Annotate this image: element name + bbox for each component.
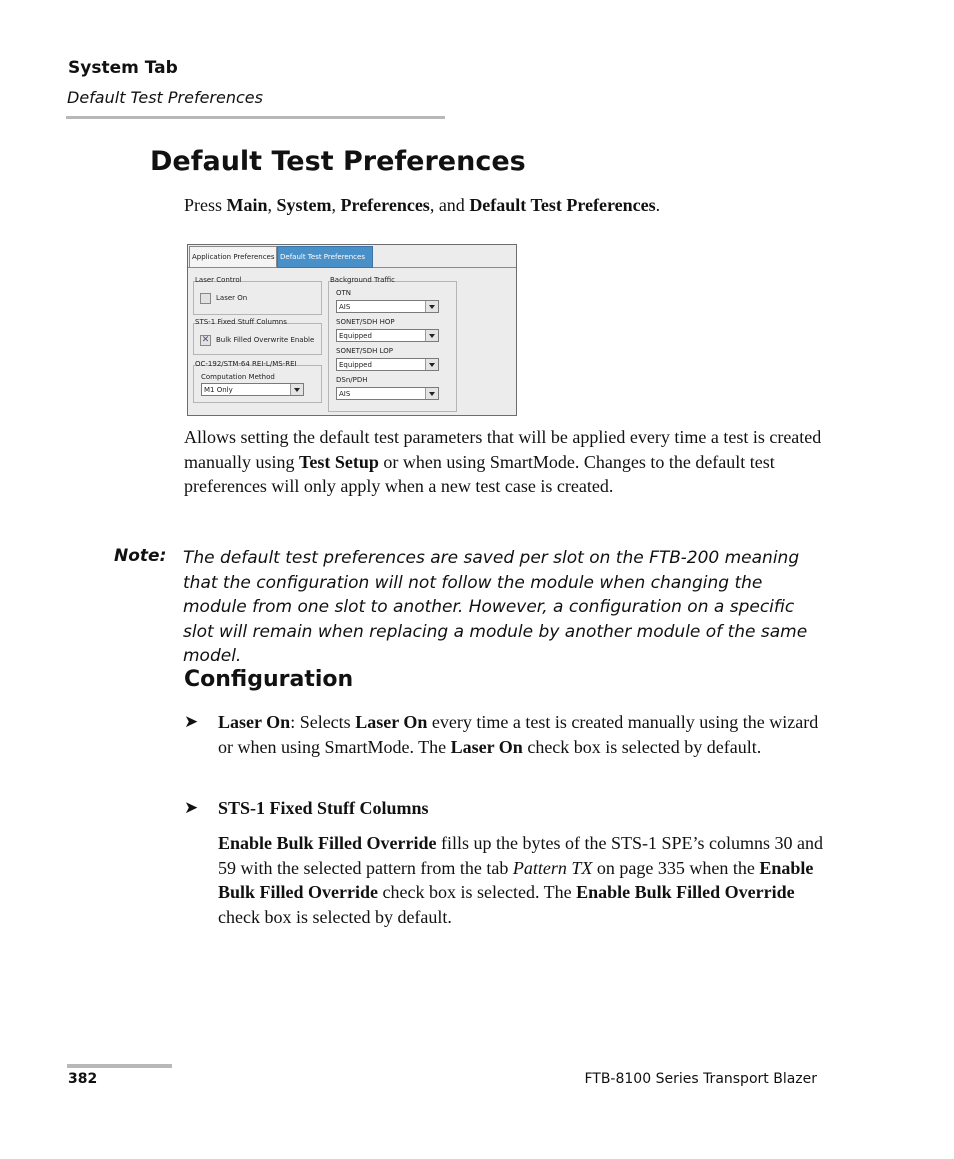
bullet-text: every time a test is created manually using the wizard or when using SmartMode. The <box>218 712 819 757</box>
computation-method-label: Computation Method <box>201 373 275 381</box>
chevron-down-icon[interactable] <box>425 359 438 370</box>
tab-application-preferences[interactable]: Application Preferences <box>189 246 277 268</box>
description-text: Allows setting the default test parameters that will be applied every time a test is created manually using <box>184 427 822 472</box>
laser-on-label: Laser On <box>216 294 248 302</box>
intro-text: , and <box>429 195 470 215</box>
configuration-heading: Configuration <box>184 667 354 692</box>
intro-text: Press <box>184 195 227 215</box>
sonet-lop-select[interactable] <box>336 358 439 371</box>
paragraph-text: on page 335 when the <box>592 857 760 878</box>
computation-method-select[interactable] <box>201 383 304 396</box>
laser-control-label: Laser Control <box>195 276 242 284</box>
pattern-tx-link[interactable]: Pattern TX <box>512 857 593 878</box>
otn-value: AIS <box>339 303 351 311</box>
intro-default-test-preferences: Default Test Preferences <box>469 195 656 215</box>
sonet-hop-select[interactable] <box>336 329 439 342</box>
override-term: Enable Bulk Filled Override <box>218 833 437 853</box>
override-term: Enable Bulk Filled Override <box>576 882 795 903</box>
description-text: or when using SmartMode. Changes to the default test preferences will only apply when a new test case is created. <box>184 451 775 497</box>
page-title: Default Test Preferences <box>150 146 526 177</box>
arrow-bullet-icon: ➤ <box>184 712 199 731</box>
bulk-filled-checkbox[interactable]: ✕ <box>201 335 210 345</box>
intro-system: System <box>276 195 332 215</box>
note-label: Note: <box>114 546 167 566</box>
chevron-down-icon[interactable] <box>425 388 438 399</box>
override-term: Enable Bulk Filled Override <box>218 857 814 903</box>
preferences-screenshot <box>187 244 517 416</box>
computation-method-value: M1 Only <box>204 386 233 394</box>
paragraph-text: check box is selected by default. <box>218 906 452 927</box>
running-header-subsection: Default Test Preferences <box>67 88 263 107</box>
description-test-setup: Test Setup <box>299 451 379 472</box>
header-rule <box>66 116 445 119</box>
otn-label: OTN <box>336 289 352 297</box>
bulk-filled-label: Bulk Filled Overwrite Enable <box>216 336 315 344</box>
laser-on-term: Laser On <box>450 736 523 757</box>
chevron-down-icon[interactable] <box>290 384 303 395</box>
dsn-pdh-value: AIS <box>339 390 351 398</box>
description-paragraph <box>184 425 824 499</box>
footer-rule <box>67 1064 172 1068</box>
intro-preferences: Preferences <box>340 195 430 215</box>
sts1-paragraph <box>218 831 823 929</box>
bullet-text: check box is selected by default. <box>522 736 762 757</box>
chevron-down-icon[interactable] <box>425 301 438 312</box>
oc192-label: OC-192/STM-64 REI-L/MS-REI <box>195 360 297 368</box>
intro-text: , <box>267 195 277 215</box>
otn-select[interactable] <box>336 300 439 313</box>
dsn-pdh-label: DSn/PDH <box>336 376 368 384</box>
tab-default-test-preferences[interactable]: Default Test Preferences <box>277 246 373 268</box>
bullet-sts1-term <box>218 796 429 821</box>
sonet-hop-label: SONET/SDH HOP <box>336 318 395 326</box>
sonet-hop-value: Equipped <box>339 332 372 340</box>
laser-on-term: Laser On <box>355 712 428 732</box>
sonet-lop-value: Equipped <box>339 361 372 369</box>
arrow-bullet-icon: ➤ <box>184 798 199 817</box>
bullet-laser-on <box>218 710 823 759</box>
intro-main: Main <box>226 195 268 215</box>
note-text: The default test preferences are saved per slot on the FTB-200 meaning that the configuration will not follow the module when changing the module from one slot to another. However, a configuration on a specific slot will remain when replacing a module by another module of the same model. <box>183 548 808 667</box>
page-number: 382 <box>68 1071 98 1087</box>
intro-text: . <box>655 195 661 215</box>
laser-control-group <box>193 281 322 315</box>
dsn-pdh-select[interactable] <box>336 387 439 400</box>
chevron-down-icon[interactable] <box>425 330 438 341</box>
laser-on-term: Laser On <box>218 712 291 732</box>
tab-bar <box>188 245 517 268</box>
running-header-section: System Tab <box>68 58 178 78</box>
bullet-text: : Selects <box>290 712 356 732</box>
sonet-lop-label: SONET/SDH LOP <box>336 347 393 355</box>
intro-paragraph <box>184 195 660 216</box>
sts1-term: STS-1 Fixed Stuff Columns <box>218 798 429 818</box>
laser-on-checkbox[interactable] <box>200 293 211 304</box>
background-traffic-label: Background Traffic <box>330 276 396 284</box>
footer-title: FTB-8100 Series Transport Blazer <box>584 1071 817 1087</box>
paragraph-text: fills up the bytes of the STS-1 SPE’s columns 30 and 59 with the selected pattern from the tab <box>218 833 824 878</box>
sts1-label: STS-1 Fixed Stuff Columns <box>195 318 287 326</box>
intro-text: , <box>331 195 341 215</box>
paragraph-text: check box is selected. The <box>378 882 577 903</box>
